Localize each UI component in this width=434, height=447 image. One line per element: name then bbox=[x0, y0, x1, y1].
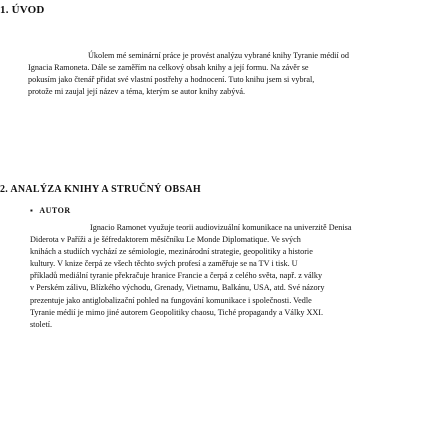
text-line: příkladů mediální tyranie překračuje hranice Francie a čerpá z celého světa, např. z války bbox=[30, 271, 323, 281]
text-line: v Perském zálivu, Blízkého východu, Grenady, Vietnamu, Balkánu, USA, atd. Své názory bbox=[30, 283, 325, 293]
section-heading-analysis: 2. ANALÝZA KNIHY A STRUČNÝ OBSAH bbox=[0, 184, 201, 195]
text-line: Diderota v Paříži a je šéfredaktorem měsíčníku Le Monde Diplomatique. Ve svých bbox=[30, 235, 301, 245]
text-line: Ignacia Ramoneta. Dále se zaměřím na celkový obsah knihy a její formu. Na závěr se bbox=[28, 63, 309, 72]
text-line: knihách a studiích vychází ze sémiologie, mezinárodní strategie, geopolitiky a historie bbox=[30, 247, 313, 257]
bullet-icon: ▪ bbox=[30, 206, 34, 215]
subheading-label: AUTOR bbox=[39, 206, 71, 215]
text-line: Ignacio Ramonet využuje teorii audiovizuální komunikace na univerzitě Denisa bbox=[90, 223, 352, 232]
text-line: Tyranie médií je mimo jiné autorem Geopolitiky chaosu, Tiché propagandy a Války XXI. bbox=[30, 307, 324, 317]
author-paragraph bbox=[30, 222, 430, 331]
text-line: kultury. V knize čerpá ze všech těchto svých profesí a zaměřuje se na TV i tisk. U bbox=[30, 259, 298, 269]
text-line: Úkolem mé seminární práce je provést analýzu vybrané knihy Tyranie médií od bbox=[88, 51, 349, 60]
section-heading-intro: 1. ÚVOD bbox=[0, 4, 45, 16]
subheading-author bbox=[30, 206, 71, 215]
intro-paragraph bbox=[28, 50, 430, 98]
text-line: pokusím jako čtenář přidat své vlastní postřehy a hodnocení. Tuto knihu jsem si vybral, bbox=[28, 75, 315, 84]
text-line: prezentuje jako antiglobalizační pohled na fungování komunikace i společnosti. Vedle bbox=[30, 295, 312, 305]
text-line: protože mi zaujal její název a téma, kterým se autor knihy zabývá. bbox=[28, 87, 246, 96]
text-line: století. bbox=[30, 319, 53, 329]
